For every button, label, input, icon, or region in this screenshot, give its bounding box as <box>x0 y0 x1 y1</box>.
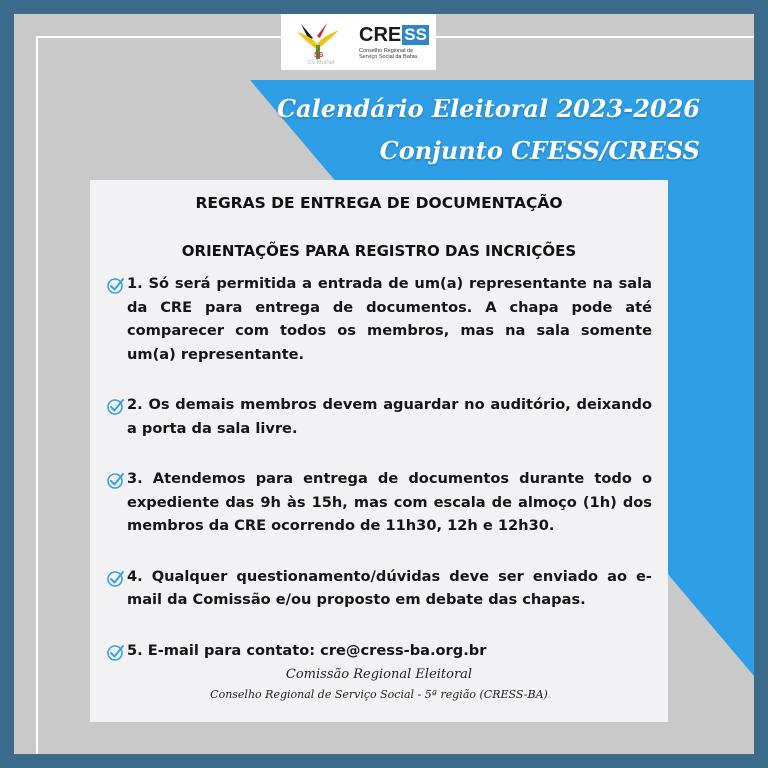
cress-logo <box>359 25 429 60</box>
cress-logo-ss: SS <box>404 24 427 44</box>
check-icon <box>106 470 126 490</box>
list-item <box>106 565 652 612</box>
list-item <box>106 393 652 440</box>
cress-logo-cre: CRE <box>359 23 402 46</box>
list-item <box>106 639 652 663</box>
rule-text: 3. Atendemos para entrega de documentos durante todo o expediente das 9h às 15h, mas com escala de almoço (1h) dos membros da CRE ocorrendo de 11h30, 12h e 12h30. <box>127 470 652 534</box>
check-icon <box>106 642 126 662</box>
svg-text:SS: SS <box>314 52 324 59</box>
header-title <box>277 88 700 172</box>
rule-text: 4. Qualquer questionamento/dúvidas deve ser enviado ao e-mail da Comissão e/ou proposto em debate das chapas. <box>127 567 652 608</box>
cress-logo-subtitle <box>359 48 429 60</box>
header-title-line2: Conjunto CFESS/CRESS <box>379 136 700 165</box>
signature <box>90 664 668 704</box>
check-icon <box>106 275 126 295</box>
signature-line2: Conselho Regional de Serviço Social - 5ª região (CRESS-BA) <box>210 688 548 701</box>
header-title-line1: Calendário Eleitoral 2023-2026 <box>276 94 700 123</box>
list-item <box>106 272 652 366</box>
signature-line1: Comissão Regional Eleitoral <box>285 667 473 682</box>
cress-logo-subtitle-line2: Serviço Social da Bahia <box>359 53 418 60</box>
logo-bar <box>281 14 436 70</box>
card-subheading: ORIENTAÇÕES PARA REGISTRO DAS INCRIÇÕES <box>181 242 577 260</box>
rule-text: 2. Os demais membros devem aguardar no auditório, deixando a porta da sala livre. <box>127 396 652 437</box>
cress-logo-wordmark <box>359 25 429 45</box>
content-card <box>90 180 668 722</box>
cress-logo-subtitle-line1: Conselho Regional de <box>359 47 414 54</box>
check-icon <box>106 568 126 588</box>
ss-mulher-logo <box>287 18 349 66</box>
check-icon <box>106 396 126 416</box>
ss-mulher-logo-icon <box>287 18 349 66</box>
rule-text: 1. Só será permitida a entrada de um(a) representante na sala da CRE para entrega de documentos. A chapa pode até comparecer com todos os membros, mas na sala somente um(a) representante. <box>127 275 652 363</box>
ss-mulher-logo-text: SS Mulher <box>307 60 336 66</box>
list-item <box>106 467 652 538</box>
card-heading: REGRAS DE ENTREGA DE DOCUMENTAÇÃO <box>195 194 563 212</box>
rule-text: 5. E-mail para contato: cre@cress-ba.org.br <box>127 641 487 659</box>
rules-list <box>106 272 652 662</box>
